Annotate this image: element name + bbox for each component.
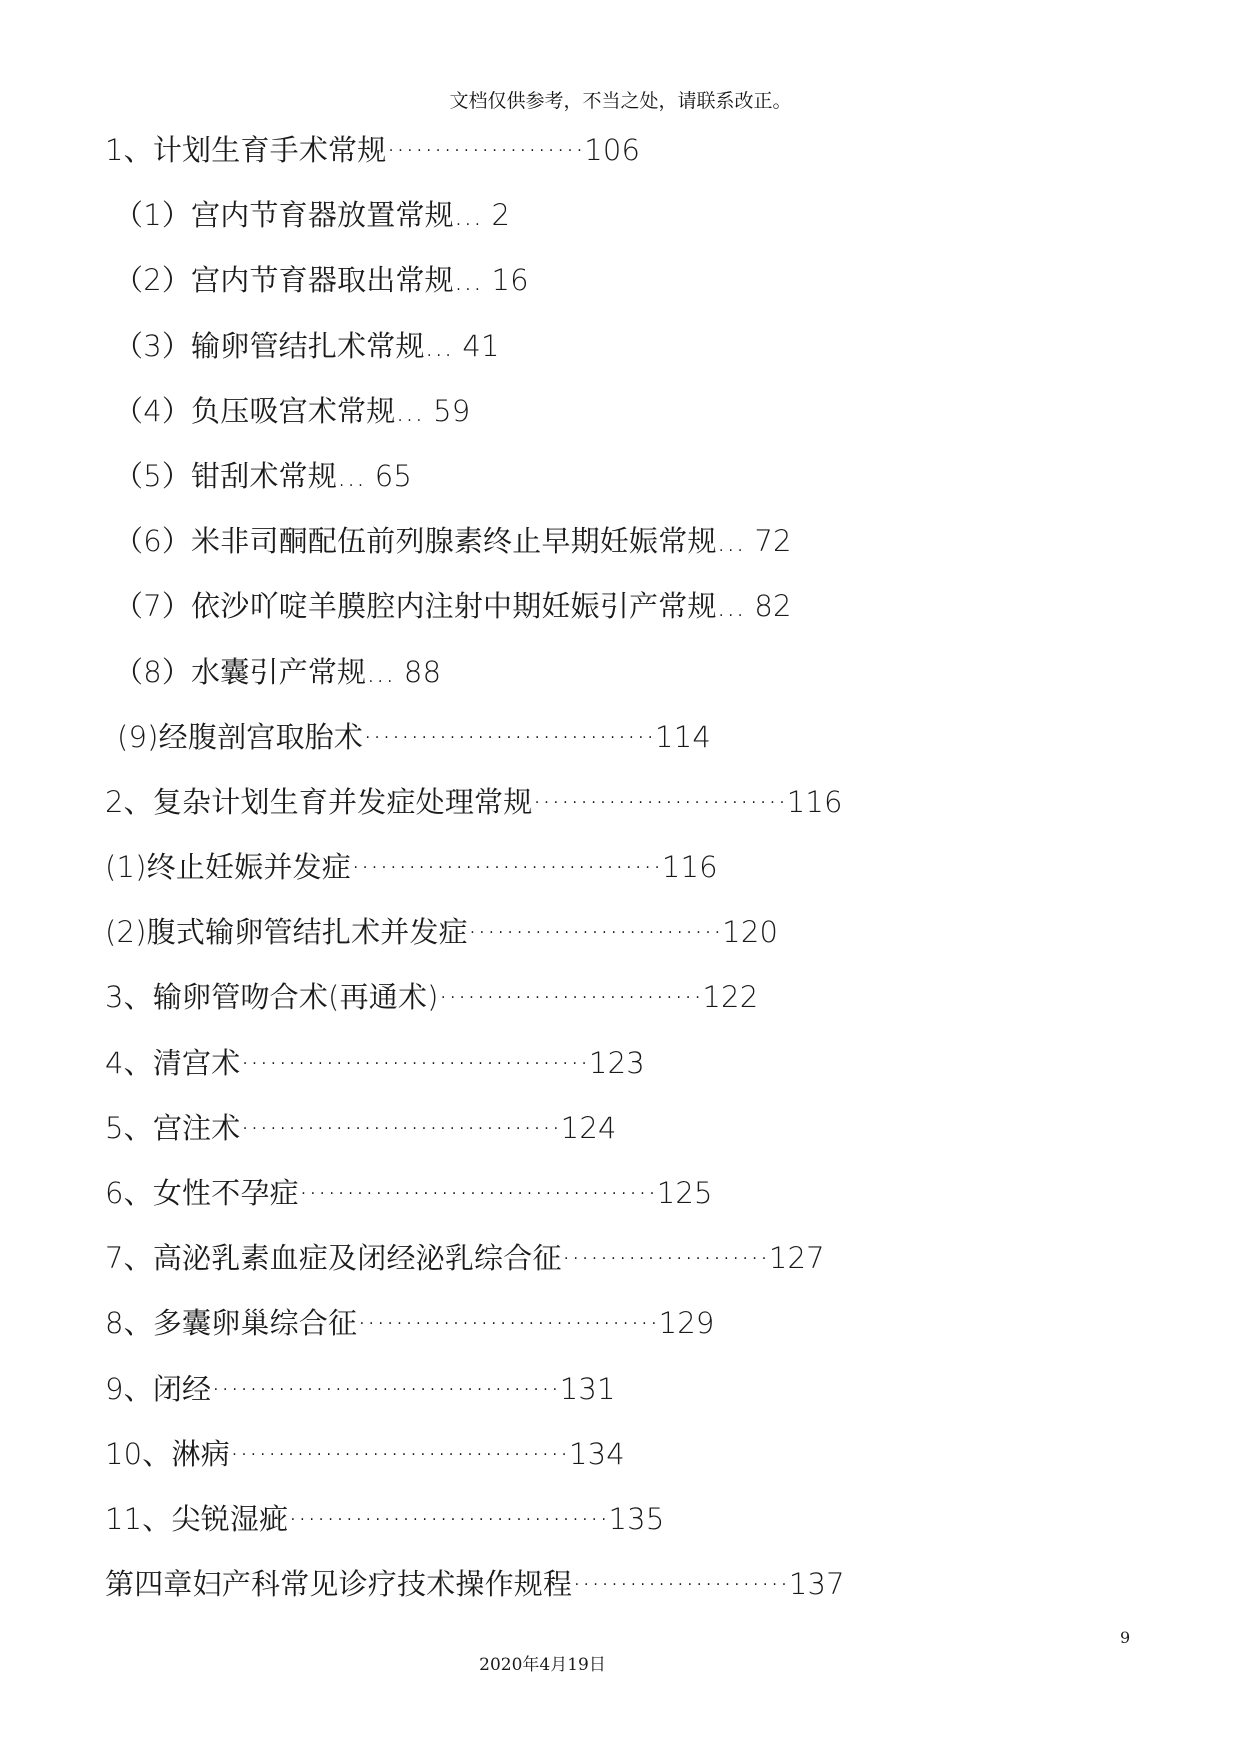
footer-date: 2020年4月19日: [479, 1655, 606, 1675]
toc-entry: （8）水囊引产常规... 88: [114, 654, 442, 689]
toc-entry: 4、清宫术·····································123: [105, 1045, 645, 1080]
page-number: 9: [1120, 1628, 1131, 1647]
header-note: 文档仅供参考，不当之处，请联系改正。: [449, 90, 792, 112]
toc-entry: （6）米非司酮配伍前列腺素终止早期妊娠常规... 72: [114, 524, 792, 559]
toc-entry: （2）宫内节育器取出常规... 16: [114, 263, 529, 298]
toc-entry: (1)终止妊娠并发症·································116: [105, 850, 718, 885]
toc-entry: (9)经腹剖宫取胎术·······························114: [117, 719, 711, 754]
toc-entry: 3、输卵管吻合术(再通术)····························122: [105, 980, 759, 1015]
toc-entry: （1）宫内节育器放置常规... 2: [114, 198, 511, 233]
toc-entry: 7、高泌乳素血症及闭经泌乳综合征······················127: [105, 1241, 825, 1276]
toc-entry: （5）钳刮术常规... 65: [114, 458, 413, 493]
toc-entry: （3）输卵管结扎术常规... 41: [114, 328, 500, 363]
toc-entry: 第四章妇产科常见诊疗技术操作规程·······················137: [105, 1567, 845, 1602]
toc-entry: 6、女性不孕症······································125: [105, 1176, 713, 1210]
table-of-contents: [105, 118, 1105, 1617]
toc-entry: 1、计划生育手术常规·····················106: [105, 133, 641, 167]
toc-entry: 9、闭经·····································131: [105, 1371, 616, 1406]
toc-entry: 10、淋病····································134: [105, 1436, 625, 1471]
toc-entry: 8、多囊卵巢综合征································129: [105, 1306, 715, 1341]
toc-entry: 2、复杂计划生育并发症处理常规···························116: [105, 784, 843, 819]
toc-entry: (2)腹式输卵管结扎术并发症···························120: [105, 915, 779, 950]
toc-entry: （4）负压吸宫术常规... 59: [114, 393, 471, 428]
toc-entry: 11、尖锐湿疵··································135: [105, 1501, 665, 1536]
toc-entry: （7）依沙吖啶羊膜腔内注射中期妊娠引产常规... 82: [114, 589, 792, 624]
toc-entry: 5、宫注术··································124: [105, 1110, 617, 1145]
